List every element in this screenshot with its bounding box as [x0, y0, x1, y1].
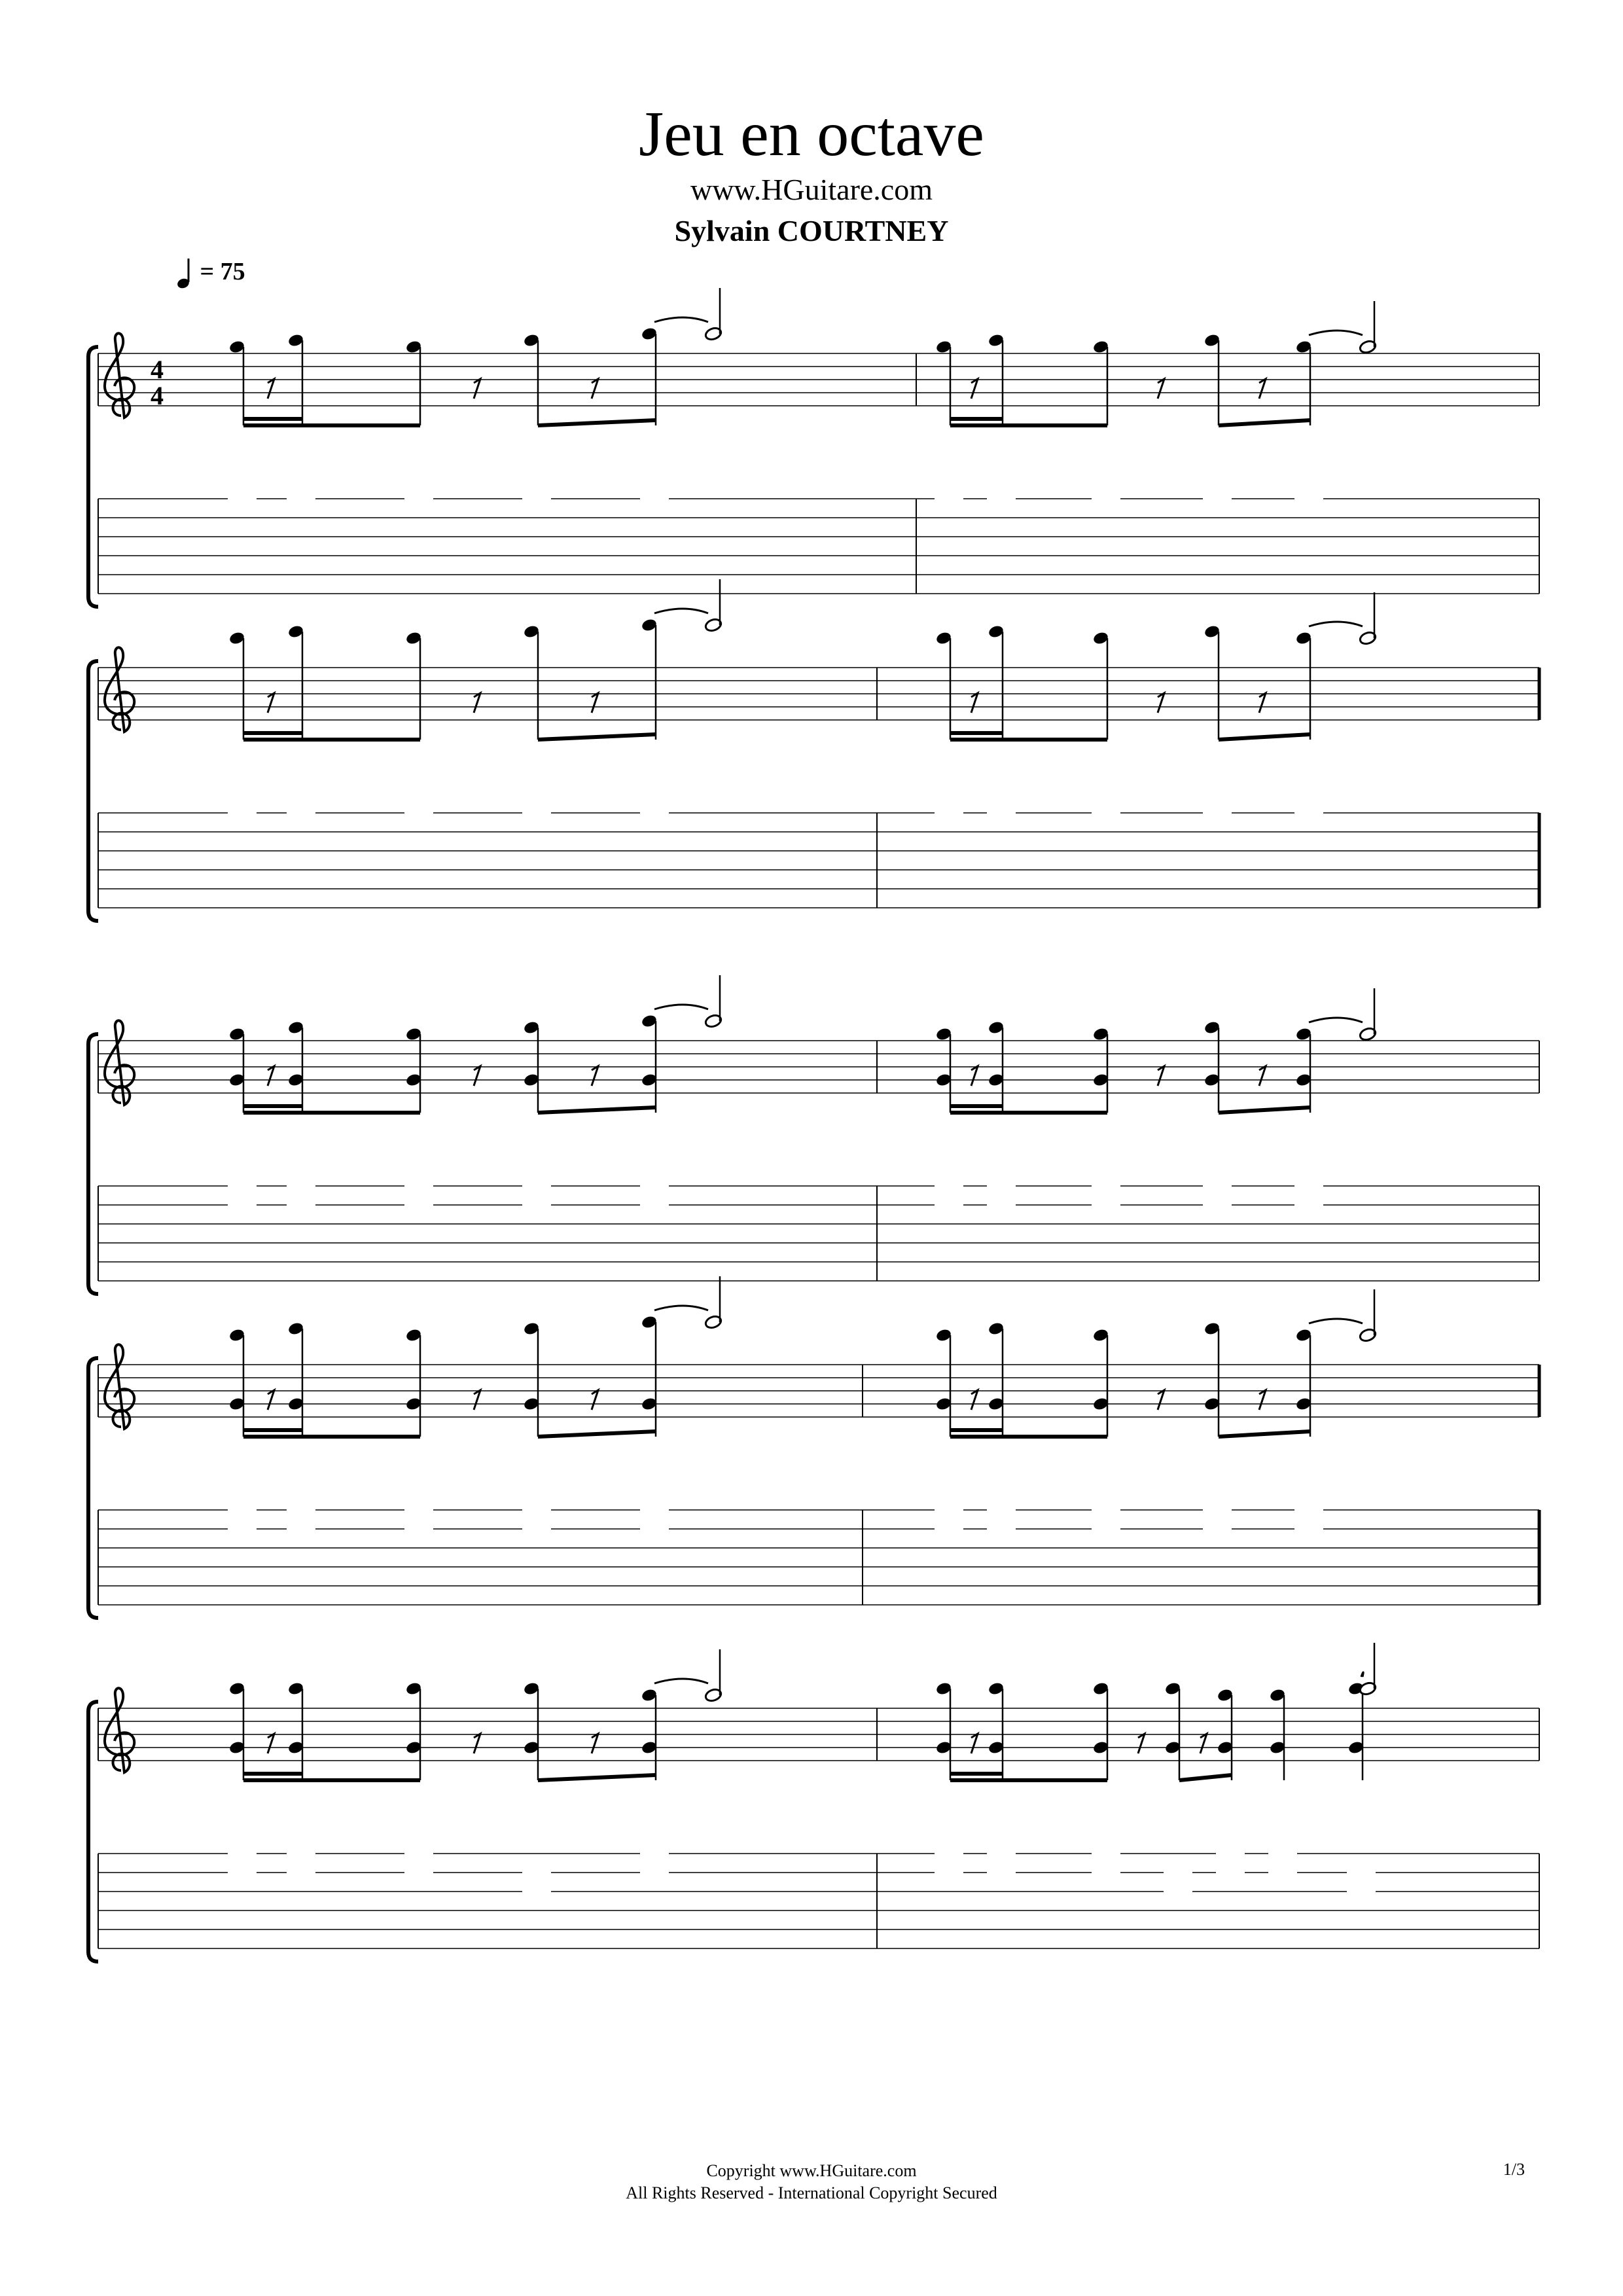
fret-bg — [404, 1844, 433, 1863]
fret-bg — [522, 1501, 551, 1519]
fret-bg — [522, 1196, 551, 1214]
fret-bg — [987, 1501, 1016, 1519]
fret-bg — [404, 1520, 433, 1538]
fret-bg — [1203, 1196, 1232, 1214]
eighth-rest-icon — [474, 1066, 480, 1086]
eighth-rest-icon — [1259, 1066, 1266, 1086]
fret-bg — [1164, 1863, 1192, 1882]
system-1 — [88, 288, 1539, 607]
website-subtitle: www.HGuitare.com — [690, 173, 933, 206]
system-bracket — [88, 1034, 98, 1294]
fret-bg — [522, 1177, 551, 1195]
fret-bg — [935, 1863, 963, 1882]
fret-bg — [287, 1501, 315, 1519]
fret-bg — [640, 804, 669, 822]
eighth-rest-icon — [474, 379, 480, 399]
eighth-rest-icon — [268, 1390, 274, 1410]
fret-bg — [935, 804, 963, 822]
fret-bg — [1294, 1196, 1323, 1214]
eighth-rest-icon — [1158, 693, 1164, 713]
tie — [1309, 622, 1363, 626]
fret-bg — [987, 1863, 1016, 1882]
time-sig-bottom: 4 — [151, 381, 164, 410]
fret-bg — [1294, 804, 1323, 822]
eighth-rest-icon — [1259, 379, 1266, 399]
fret-bg — [228, 804, 257, 822]
tie — [1309, 1018, 1363, 1022]
fret-bg — [228, 1177, 257, 1195]
fret-bg — [1203, 804, 1232, 822]
tie — [654, 1679, 708, 1683]
beam — [538, 1775, 656, 1780]
fret-bg — [640, 1844, 669, 1863]
beam — [538, 420, 656, 425]
beam — [1219, 734, 1310, 740]
fret-bg — [287, 804, 315, 822]
fret-bg — [404, 804, 433, 822]
fret-bg — [1203, 1520, 1232, 1538]
fret-bg — [404, 1501, 433, 1519]
fret-bg — [228, 1501, 257, 1519]
fret-bg — [1216, 1844, 1245, 1863]
eighth-rest-icon — [971, 379, 978, 399]
fret-bg — [640, 1501, 669, 1519]
system-bracket — [88, 661, 98, 921]
eighth-rest-icon — [474, 1734, 480, 1753]
fret-bg — [404, 1196, 433, 1214]
system-4 — [88, 1276, 1539, 1618]
fret-bg — [522, 1863, 551, 1882]
fret-bg — [1203, 1177, 1232, 1195]
beam — [538, 1107, 656, 1113]
fret-bg — [522, 490, 551, 508]
fret-bg — [287, 1863, 315, 1882]
system-bracket — [88, 1702, 98, 1962]
song-title: Jeu en octave — [639, 99, 984, 170]
system-5 — [88, 1643, 1539, 1962]
fret-bg — [640, 1863, 669, 1882]
fret-bg — [1164, 1882, 1192, 1901]
eighth-rest-icon — [592, 1390, 598, 1410]
fret-bg — [1216, 1863, 1245, 1882]
fret-bg — [287, 1844, 315, 1863]
eighth-rest-icon — [592, 1066, 598, 1086]
system-2 — [88, 579, 1539, 921]
tie — [654, 1306, 708, 1310]
fret-bg — [228, 490, 257, 508]
fret-bg — [1347, 1863, 1376, 1882]
fret-bg — [404, 1863, 433, 1882]
fret-bg — [935, 1196, 963, 1214]
fret-bg — [1092, 490, 1120, 508]
fret-bg — [1092, 1501, 1120, 1519]
fret-bg — [228, 1196, 257, 1214]
fret-bg — [1294, 490, 1323, 508]
time-sig-top: 4 — [151, 355, 164, 384]
fret-bg — [228, 1520, 257, 1538]
fret-bg — [640, 1196, 669, 1214]
fret-bg — [640, 1520, 669, 1538]
tempo-value: = 75 — [200, 258, 245, 285]
tie — [1309, 331, 1363, 335]
page-number: 1/3 — [1503, 2160, 1525, 2179]
eighth-rest-icon — [1138, 1734, 1145, 1753]
fret-bg — [1268, 1863, 1297, 1882]
eighth-rest-icon — [592, 1734, 598, 1753]
system-bracket — [88, 1358, 98, 1618]
fret-bg — [1268, 1844, 1297, 1863]
fret-bg — [522, 804, 551, 822]
fret-bg — [1092, 1196, 1120, 1214]
fret-bg — [404, 490, 433, 508]
fret-bg — [1347, 1882, 1376, 1901]
tie — [654, 1005, 708, 1009]
beam — [1219, 1431, 1310, 1437]
eighth-rest-icon — [971, 1734, 978, 1753]
eighth-rest-icon — [971, 1390, 978, 1410]
fret-bg — [522, 1882, 551, 1901]
eighth-rest-icon — [1158, 1066, 1164, 1086]
fret-bg — [1092, 1520, 1120, 1538]
fret-bg — [1092, 804, 1120, 822]
fret-bg — [935, 1844, 963, 1863]
fret-bg — [987, 490, 1016, 508]
fret-bg — [1294, 1177, 1323, 1195]
eighth-rest-icon — [592, 693, 598, 713]
treble-clef-icon — [105, 1344, 134, 1429]
eighth-rest-icon — [971, 1066, 978, 1086]
system-3 — [88, 975, 1539, 1294]
eighth-rest-icon — [1259, 693, 1266, 713]
beam — [1219, 1107, 1310, 1113]
tie — [654, 609, 708, 613]
beam — [1179, 1775, 1232, 1780]
composer-name: Sylvain COURTNEY — [674, 214, 949, 247]
eighth-rest-icon — [474, 693, 480, 713]
eighth-rest-icon — [268, 1734, 274, 1753]
eighth-rest-icon — [1158, 1390, 1164, 1410]
fret-bg — [935, 1520, 963, 1538]
fret-bg — [640, 490, 669, 508]
fret-bg — [1203, 1501, 1232, 1519]
eighth-rest-icon — [268, 1066, 274, 1086]
fret-bg — [987, 1844, 1016, 1863]
rights-line: All Rights Reserved - International Copyright Secured — [626, 2183, 997, 2202]
fret-bg — [1092, 1177, 1120, 1195]
fret-bg — [987, 1520, 1016, 1538]
beam — [538, 1431, 656, 1437]
fret-bg — [228, 1844, 257, 1863]
system-bracket — [88, 347, 98, 607]
beam — [1219, 420, 1310, 425]
eighth-rest-icon — [268, 379, 274, 399]
fret-bg — [987, 804, 1016, 822]
fret-bg — [522, 1520, 551, 1538]
copyright-line: Copyright www.HGuitare.com — [706, 2161, 917, 2180]
fret-bg — [404, 1177, 433, 1195]
fret-bg — [987, 1177, 1016, 1195]
tie — [1361, 1672, 1363, 1677]
eighth-rest-icon — [474, 1390, 480, 1410]
eighth-rest-icon — [971, 693, 978, 713]
tie — [1309, 1319, 1363, 1323]
fret-bg — [935, 1177, 963, 1195]
eighth-rest-icon — [1259, 1390, 1266, 1410]
fret-bg — [287, 490, 315, 508]
fret-bg — [987, 1196, 1016, 1214]
fret-bg — [935, 1501, 963, 1519]
treble-clef-icon — [105, 647, 134, 732]
fret-bg — [935, 490, 963, 508]
fret-bg — [287, 1177, 315, 1195]
fret-bg — [1294, 1501, 1323, 1519]
eighth-rest-icon — [592, 379, 598, 399]
fret-bg — [1203, 490, 1232, 508]
eighth-rest-icon — [1200, 1734, 1207, 1753]
beam — [538, 734, 656, 740]
treble-clef-icon — [105, 333, 134, 418]
fret-bg — [287, 1520, 315, 1538]
eighth-rest-icon — [268, 693, 274, 713]
fret-bg — [228, 1863, 257, 1882]
eighth-rest-icon — [1158, 379, 1164, 399]
treble-clef-icon — [105, 1020, 134, 1105]
treble-clef-icon — [105, 1688, 134, 1772]
footer — [0, 2160, 1623, 2204]
fret-bg — [287, 1196, 315, 1214]
fret-bg — [640, 1177, 669, 1195]
fret-bg — [1294, 1520, 1323, 1538]
tie — [654, 317, 708, 322]
fret-bg — [1092, 1844, 1120, 1863]
fret-bg — [1092, 1863, 1120, 1882]
